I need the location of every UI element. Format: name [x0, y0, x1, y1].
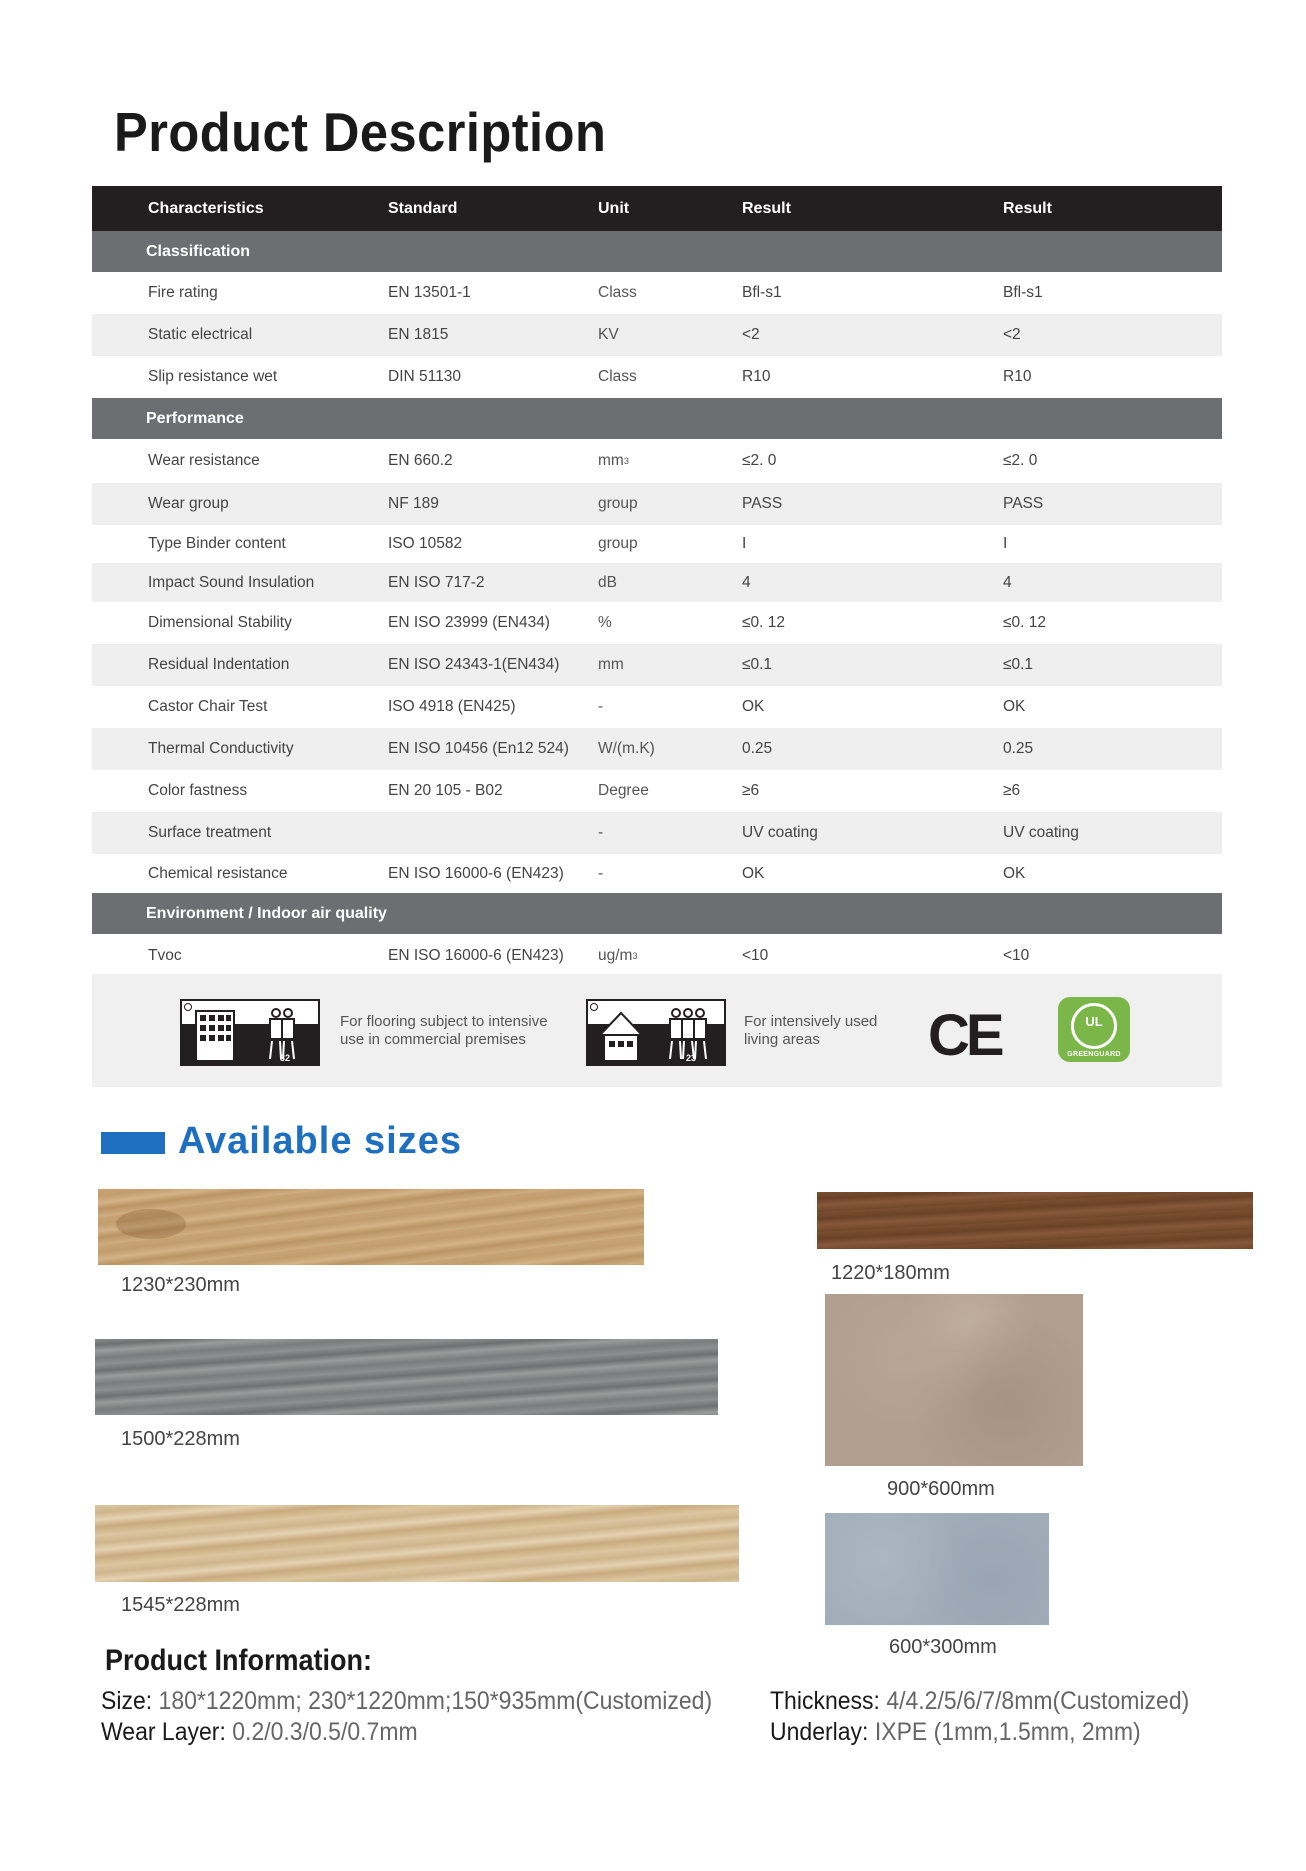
- cell-standard: EN ISO 23999 (EN434): [388, 614, 550, 631]
- info-value: IXPE (1mm,1.5mm, 2mm): [874, 1718, 1141, 1746]
- cell-unit: mm: [598, 656, 624, 673]
- cell-result: 0.25: [1003, 740, 1034, 757]
- use-class-number: 23: [686, 1053, 697, 1063]
- cell-standard: NF 189: [388, 495, 439, 512]
- cell-result: OK: [1003, 698, 1026, 715]
- cell-characteristic: Castor Chair Test: [148, 698, 268, 715]
- description-line: For flooring subject to intensive: [340, 1013, 548, 1030]
- cell-unit: Class: [598, 284, 637, 301]
- cell-result: I: [1003, 535, 1008, 552]
- cell-standard: ISO 10582: [388, 535, 463, 552]
- unit-text: mm: [598, 452, 624, 469]
- table-row: [92, 644, 1222, 686]
- cell-standard: EN 660.2: [388, 452, 453, 469]
- cell-result: ≥6: [1003, 782, 1021, 799]
- cell-characteristic: Wear resistance: [148, 452, 260, 469]
- cell-characteristic: Static electrical: [148, 326, 253, 343]
- cell-result: OK: [742, 864, 765, 882]
- cell-unit: W/(m.K): [598, 740, 655, 757]
- table-row: [92, 934, 1222, 978]
- size-label: 900*600mm: [887, 1478, 995, 1500]
- cell-standard: ISO 4918 (EN425): [388, 698, 516, 715]
- cell-result: <10: [742, 947, 769, 964]
- info-label: Underlay:: [770, 1718, 869, 1746]
- size-label: 1545*228mm: [121, 1594, 240, 1616]
- cell-unit: Degree: [598, 782, 649, 799]
- cell-result: R10: [1003, 368, 1032, 385]
- cell-standard: EN ISO 717-2: [388, 573, 485, 591]
- size-label: 1500*228mm: [121, 1428, 240, 1450]
- cell-result: R10: [742, 368, 771, 385]
- cell-characteristic: Impact Sound Insulation: [148, 573, 315, 591]
- info-label: Wear Layer:: [101, 1718, 226, 1746]
- cell-result: ≤0. 12: [742, 614, 785, 631]
- cell-standard: EN ISO 16000-6 (EN423): [388, 947, 564, 964]
- cell-standard: EN ISO 24343-1(EN434): [388, 656, 560, 673]
- table-row: [92, 770, 1222, 812]
- cell-result: ≤0.1: [742, 656, 773, 673]
- residential-use-description: [744, 1013, 877, 1049]
- office-building-people-icon: [182, 1001, 322, 1068]
- cell-result: UV coating: [1003, 824, 1079, 841]
- house-people-icon: [588, 1001, 728, 1068]
- cell-characteristic: Tvoc: [148, 947, 182, 964]
- info-value: 0.2/0.3/0.5/0.7mm: [232, 1718, 418, 1746]
- cell-result: I: [742, 535, 747, 552]
- column-header: Result: [742, 199, 791, 217]
- info-value: 4/4.2/5/6/7/8mm(Customized): [886, 1687, 1190, 1715]
- table-row: [92, 602, 1222, 644]
- certification-band: [92, 974, 1222, 1087]
- cell-unit: -: [598, 698, 604, 715]
- underlay-info-line: [770, 1718, 1141, 1747]
- description-line: use in commercial premises: [340, 1031, 526, 1048]
- size-label: 1220*180mm: [831, 1262, 950, 1284]
- description-line: living areas: [744, 1031, 820, 1048]
- cell-result: OK: [742, 698, 765, 715]
- table-row: [92, 812, 1222, 854]
- cell-result: ≥6: [742, 782, 760, 799]
- commercial-use-class-icon: [180, 999, 320, 1066]
- light-oak-plank-swatch: [95, 1505, 739, 1582]
- cell-standard: EN ISO 10456 (En12 524): [388, 740, 569, 757]
- size-label: 1230*230mm: [121, 1274, 240, 1296]
- cell-result: 4: [1003, 573, 1012, 591]
- size-info-line: [101, 1687, 712, 1716]
- info-value: 180*1220mm; 230*1220mm;150*935mm(Customized): [158, 1687, 713, 1715]
- cell-characteristic: Type Binder content: [148, 535, 286, 552]
- cell-unit: Class: [598, 368, 637, 385]
- grey-wood-plank-swatch: [95, 1339, 718, 1415]
- cell-result: ≤0. 12: [1003, 614, 1046, 631]
- oak-plank-swatch: [98, 1189, 644, 1265]
- column-header: Result: [1003, 199, 1052, 217]
- table-header-row: [92, 186, 1222, 231]
- cell-result: OK: [1003, 864, 1026, 882]
- unit-text: ug/m: [598, 947, 633, 964]
- ce-mark-logo: CE: [928, 1003, 1001, 1068]
- cell-characteristic: Dimensional Stability: [148, 614, 292, 631]
- cell-standard: DIN 51130: [388, 368, 461, 385]
- cell-standard: EN 13501-1: [388, 284, 471, 301]
- cell-result: ≤2. 0: [1003, 452, 1038, 469]
- cell-unit: dB: [598, 573, 617, 591]
- table-row: [92, 314, 1222, 356]
- cell-standard: EN 20 105 - B02: [388, 782, 503, 799]
- cell-result: <2: [1003, 326, 1021, 343]
- beige-stone-tile-swatch: [825, 1294, 1083, 1466]
- section-row-performance: [92, 398, 1222, 439]
- commercial-use-description: [340, 1013, 548, 1049]
- table-row: [92, 525, 1222, 563]
- section-title: Performance: [146, 409, 244, 427]
- cell-standard: EN ISO 16000-6 (EN423): [388, 864, 564, 882]
- cell-characteristic: Wear group: [148, 495, 229, 512]
- cell-standard: EN 1815: [388, 326, 449, 343]
- cell-unit: mm 3: [598, 452, 629, 469]
- cell-characteristic: Color fastness: [148, 782, 248, 799]
- section-title: Classification: [146, 242, 251, 260]
- table-row: [92, 356, 1222, 398]
- cell-result: ≤0.1: [1003, 656, 1034, 673]
- title-colon: :: [362, 1644, 372, 1677]
- spec-table: [92, 186, 1222, 978]
- cell-characteristic: Slip resistance wet: [148, 368, 278, 385]
- cell-result: <2: [742, 326, 760, 343]
- use-class-number: 32: [280, 1053, 291, 1063]
- thickness-info-line: [770, 1687, 1189, 1716]
- size-label: 600*300mm: [889, 1636, 997, 1658]
- table-row: [92, 272, 1222, 314]
- cell-unit: -: [598, 824, 604, 841]
- column-header: Standard: [388, 199, 458, 217]
- cell-characteristic: Residual Indentation: [148, 656, 290, 673]
- cell-result: ≤2. 0: [742, 452, 777, 469]
- info-label: Thickness:: [770, 1687, 880, 1715]
- cell-unit: -: [598, 864, 604, 882]
- section-title: Environment / Indoor air quality: [146, 904, 387, 922]
- greenguard-label: GREENGUARD: [1067, 1051, 1121, 1058]
- residential-use-class-icon: [586, 999, 726, 1066]
- table-row: [92, 854, 1222, 893]
- table-row: [92, 563, 1222, 602]
- cell-characteristic: Fire rating: [148, 284, 218, 301]
- wear-layer-info-line: [101, 1718, 418, 1747]
- product-information-title-text: Product Information: [105, 1644, 363, 1677]
- section-row-environment: [92, 893, 1222, 934]
- cell-result: PASS: [1003, 495, 1044, 512]
- cell-result: Bfl-s1: [1003, 284, 1043, 301]
- available-sizes-title: Available sizes: [178, 1120, 462, 1162]
- column-header: Unit: [598, 199, 630, 217]
- info-label: Size:: [101, 1687, 153, 1715]
- section-accent-bar: [101, 1132, 165, 1154]
- cell-unit: ug/m 3: [598, 947, 638, 964]
- cell-characteristic: Chemical resistance: [148, 864, 288, 882]
- page-title: Product Description: [114, 101, 607, 163]
- ul-mark: UL: [1085, 1014, 1103, 1029]
- cell-unit: KV: [598, 326, 619, 343]
- table-row: [92, 686, 1222, 728]
- table-row: [92, 728, 1222, 770]
- cell-result: 4: [742, 573, 751, 591]
- description-line: For intensively used: [744, 1013, 878, 1030]
- cell-characteristic: Thermal Conductivity: [148, 740, 294, 757]
- walnut-plank-swatch: [817, 1192, 1253, 1249]
- cell-unit: group: [598, 535, 638, 552]
- cell-result: <10: [1003, 947, 1030, 964]
- column-header: Characteristics: [148, 199, 264, 217]
- product-information-title: [105, 1644, 372, 1678]
- cell-unit: %: [598, 614, 612, 631]
- cell-characteristic: Surface treatment: [148, 824, 272, 841]
- cell-result: PASS: [742, 495, 783, 512]
- section-row-classification: [92, 231, 1222, 272]
- cell-result: Bfl-s1: [742, 284, 782, 301]
- greenguard-certified-logo: [1058, 997, 1130, 1062]
- cell-result: 0.25: [742, 740, 773, 757]
- table-row: [92, 439, 1222, 483]
- cell-unit: group: [598, 495, 638, 512]
- table-row: [92, 483, 1222, 525]
- cell-result: UV coating: [742, 824, 818, 841]
- blue-grey-stone-tile-swatch: [825, 1513, 1049, 1625]
